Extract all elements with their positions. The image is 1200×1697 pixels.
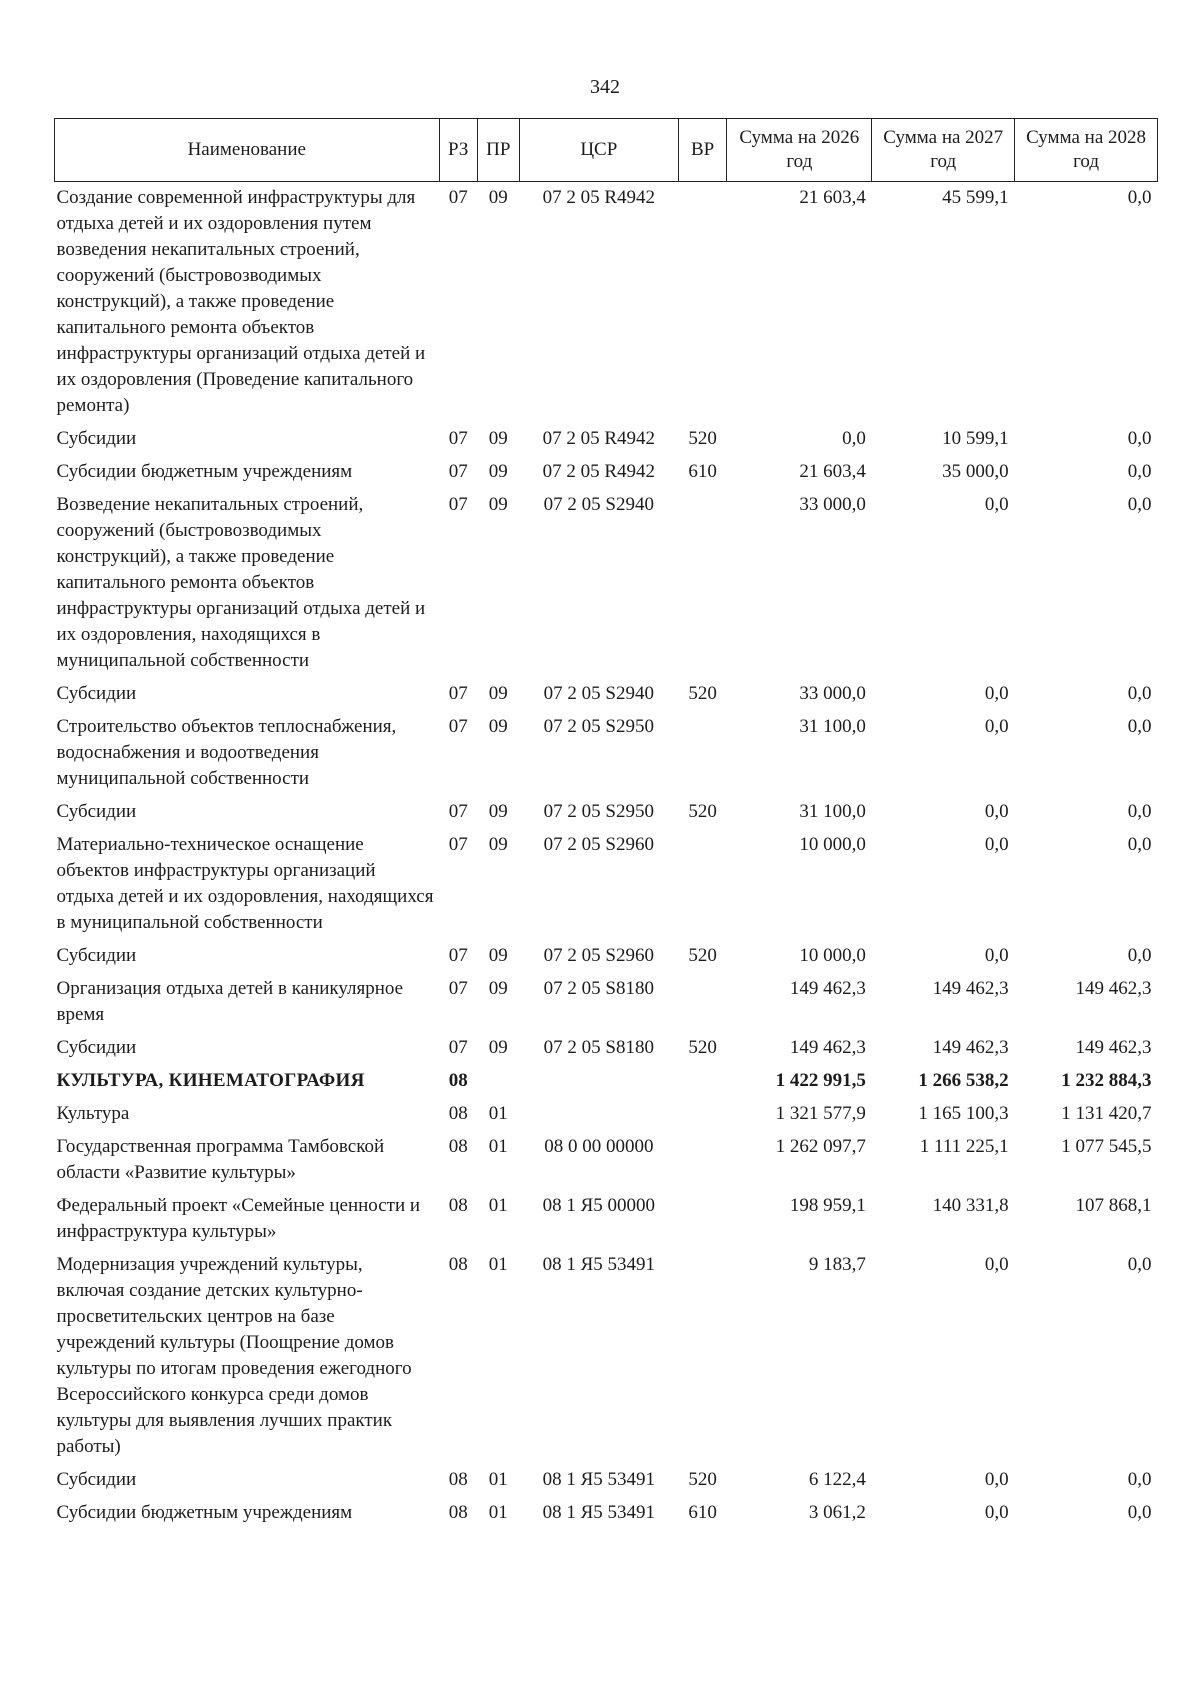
row-rz: 07 [448,461,468,482]
row-rz: 08 [448,1195,468,1216]
row-rz: 08 [448,1469,468,1490]
header-csr: ЦСР [519,119,678,182]
header-pr: ПР [477,119,519,182]
row-pr: 01 [488,1254,508,1275]
row-name: Культура [56,1103,130,1124]
table-row [55,1098,1158,1131]
header-name: Наименование [55,119,440,182]
row-csr: 07 2 05 S2950 [543,716,654,737]
row-name: Субсидии [56,801,137,822]
row-sum-2027: 35 000,0 [942,461,1009,482]
row-rz: 08 [448,1103,468,1124]
row-csr: 08 1 Я5 53491 [542,1502,656,1523]
row-sum-2027: 0,0 [984,1254,1009,1275]
row-name: Модернизация учреждений культуры, включая создание детских культурно-просветительских центров на базе учреждений культуры (Поощрение домов культуры по итогам проведения ежегодного Всероссийского конкурса среди домов культуры для выявления лучших практик работы) [56,1254,412,1457]
row-rz: 07 [448,187,468,208]
row-sum-2026: 33 000,0 [799,494,866,515]
row-sum-2027: 0,0 [984,945,1009,966]
table-row [55,1497,1158,1530]
row-pr: 01 [488,1136,508,1157]
row-csr: 08 1 Я5 53491 [542,1254,656,1275]
row-sum-2028: 1 131 420,7 [1061,1103,1152,1124]
row-rz: 07 [448,978,468,999]
row-csr: 07 2 05 R4942 [542,428,656,449]
row-name: Государственная программа Тамбовской области «Развитие культуры» [56,1136,385,1183]
table-row [55,829,1158,940]
row-vr: 610 [688,1502,717,1523]
page-number: 342 [590,76,620,98]
row-sum-2026: 3 061,2 [808,1502,866,1523]
row-csr: 07 2 05 S2940 [543,494,654,515]
row-vr [678,1098,726,1131]
row-name: Субсидии [56,945,137,966]
row-sum-2026: 149 462,3 [789,1037,866,1058]
row-sum-2026: 21 603,4 [799,187,866,208]
row-pr: 09 [488,716,508,737]
row-csr: 08 1 Я5 00000 [542,1195,656,1216]
row-csr: 07 2 05 S2950 [543,801,654,822]
row-sum-2026: 149 462,3 [789,978,866,999]
row-sum-2027: 0,0 [984,494,1009,515]
header-rz: РЗ [439,119,477,182]
header-vr: ВР [678,119,726,182]
row-pr: 09 [488,187,508,208]
row-vr [678,711,726,796]
table-row [55,1131,1158,1190]
row-pr: 09 [488,834,508,855]
table-row [55,489,1158,678]
row-csr [519,1065,678,1098]
row-sum-2026: 10 000,0 [799,834,866,855]
row-vr [678,973,726,1032]
row-sum-2027: 0,0 [984,1469,1009,1490]
row-pr: 09 [488,945,508,966]
row-pr: 09 [488,461,508,482]
row-sum-2027: 0,0 [984,801,1009,822]
row-sum-2026: 31 100,0 [799,801,866,822]
row-rz: 07 [448,683,468,704]
row-csr: 08 1 Я5 53491 [542,1469,656,1490]
row-name: КУЛЬТУРА, КИНЕМАТОГРАФИЯ [56,1070,365,1091]
row-csr [519,1098,678,1131]
row-pr: 01 [488,1469,508,1490]
row-csr: 07 2 05 S2960 [543,834,654,855]
table-row [55,182,1158,424]
row-pr: 01 [488,1502,508,1523]
row-name: Материально-техническое оснащение объектов инфраструктуры организаций отдыха детей и их оздоровления, находящихся в муниципальной собственности [56,834,434,933]
row-name: Строительство объектов теплоснабжения, водоснабжения и водоотведения муниципальной собственности [56,716,397,789]
header-sum-2026: Сумма на 2026 год [727,119,872,182]
table-row [55,1065,1158,1098]
row-name: Организация отдыха детей в каникулярное время [56,978,404,1025]
row-sum-2026: 1 422 991,5 [775,1070,866,1091]
row-rz: 07 [448,716,468,737]
row-pr: 09 [488,978,508,999]
row-rz: 08 [448,1070,468,1091]
row-sum-2028: 0,0 [1127,461,1152,482]
row-sum-2026: 21 603,4 [799,461,866,482]
table-row [55,940,1158,973]
row-name: Субсидии [56,1037,137,1058]
row-sum-2027: 0,0 [984,834,1009,855]
row-sum-2028: 0,0 [1127,683,1152,704]
row-sum-2028: 0,0 [1127,945,1152,966]
row-sum-2027: 1 165 100,3 [918,1103,1009,1124]
row-sum-2028: 1 232 884,3 [1061,1070,1152,1091]
row-vr: 520 [688,801,717,822]
row-name: Создание современной инфраструктуры для отдыха детей и их оздоровления путем возведения некапитальных строений, сооружений (быстровозводимых конструкций), а также проведение капитального ремонта объектов инфраструктуры организаций отдыха детей и их оздоровления (Проведение капитального ремонта) [56,187,426,416]
row-vr: 520 [688,1469,717,1490]
row-vr: 610 [688,461,717,482]
row-vr: 520 [688,1037,717,1058]
row-vr [678,1131,726,1190]
row-name: Возведение некапитальных строений, сооружений (быстровозводимых конструкций), а также проведение капитального ремонта объектов инфраструктуры организаций отдыха детей и их оздоровления, находящихся в муниципальной собственности [56,494,426,671]
row-csr: 07 2 05 R4942 [542,187,656,208]
row-sum-2028: 0,0 [1127,716,1152,737]
table-body [55,182,1158,1531]
row-sum-2028: 1 077 545,5 [1061,1136,1152,1157]
row-pr [477,1065,519,1098]
row-name: Субсидии бюджетным учреждениям [56,1502,353,1523]
row-sum-2028: 149 462,3 [1075,1037,1152,1058]
row-name: Субсидии [56,683,137,704]
header-sum-2027: Сумма на 2027 год [872,119,1015,182]
row-pr: 09 [488,683,508,704]
row-sum-2028: 0,0 [1127,187,1152,208]
row-vr: 520 [688,683,717,704]
row-csr: 07 2 05 S8180 [543,1037,654,1058]
row-sum-2027: 0,0 [984,683,1009,704]
table-row [55,796,1158,829]
row-sum-2026: 1 262 097,7 [775,1136,866,1157]
row-sum-2026: 0,0 [842,428,866,449]
row-sum-2026: 9 183,7 [808,1254,866,1275]
row-vr [678,1190,726,1249]
row-vr [678,182,726,424]
table-row [55,456,1158,489]
table-row [55,711,1158,796]
row-name: Субсидии [56,1469,137,1490]
row-sum-2027: 10 599,1 [942,428,1009,449]
row-sum-2028: 149 462,3 [1075,978,1152,999]
table-row [55,973,1158,1032]
header-sum-2028: Сумма на 2028 год [1015,119,1158,182]
row-vr: 520 [688,945,717,966]
row-sum-2028: 0,0 [1127,428,1152,449]
row-sum-2028: 0,0 [1127,1254,1152,1275]
row-rz: 07 [448,1037,468,1058]
row-sum-2028: 0,0 [1127,1502,1152,1523]
row-csr: 07 2 05 R4942 [542,461,656,482]
row-csr: 08 0 00 00000 [544,1136,654,1157]
row-vr [678,829,726,940]
row-pr: 09 [488,494,508,515]
row-vr [678,1249,726,1464]
table-row [55,423,1158,456]
row-rz: 07 [448,834,468,855]
row-vr [678,489,726,678]
row-vr [678,1065,726,1098]
table-row [55,1464,1158,1497]
row-sum-2028: 0,0 [1127,801,1152,822]
row-pr: 01 [488,1103,508,1124]
row-sum-2027: 140 331,8 [932,1195,1009,1216]
row-rz: 07 [448,945,468,966]
table-row [55,678,1158,711]
row-sum-2026: 1 321 577,9 [775,1103,866,1124]
row-rz: 08 [448,1502,468,1523]
row-sum-2026: 6 122,4 [808,1469,866,1490]
table-row [55,1249,1158,1464]
row-sum-2026: 33 000,0 [799,683,866,704]
row-sum-2027: 1 266 538,2 [918,1070,1009,1091]
row-pr: 09 [488,1037,508,1058]
row-sum-2026: 198 959,1 [789,1195,866,1216]
row-sum-2028: 0,0 [1127,494,1152,515]
row-sum-2028: 0,0 [1127,1469,1152,1490]
row-rz: 07 [448,494,468,515]
table-row [55,1190,1158,1249]
row-sum-2027: 149 462,3 [932,978,1009,999]
row-sum-2027: 149 462,3 [932,1037,1009,1058]
row-sum-2028: 0,0 [1127,834,1152,855]
row-sum-2027: 45 599,1 [942,187,1009,208]
row-rz: 08 [448,1136,468,1157]
row-pr: 01 [488,1195,508,1216]
row-rz: 07 [448,801,468,822]
row-csr: 07 2 05 S2960 [543,945,654,966]
row-name: Субсидии [56,428,137,449]
row-name: Федеральный проект «Семейные ценности и инфраструктура культуры» [56,1195,421,1242]
row-sum-2027: 0,0 [984,1502,1009,1523]
row-pr: 09 [488,801,508,822]
row-sum-2027: 0,0 [984,716,1009,737]
row-csr: 07 2 05 S8180 [543,978,654,999]
row-sum-2026: 31 100,0 [799,716,866,737]
table-header [55,119,1158,182]
table-row [55,1032,1158,1065]
row-sum-2028: 107 868,1 [1075,1195,1152,1216]
budget-table [54,118,1158,1530]
row-sum-2026: 10 000,0 [799,945,866,966]
row-sum-2027: 1 111 225,1 [919,1136,1009,1157]
row-vr: 520 [688,428,717,449]
row-name: Субсидии бюджетным учреждениям [56,461,353,482]
row-csr: 07 2 05 S2940 [543,683,654,704]
row-pr: 09 [488,428,508,449]
row-rz: 08 [448,1254,468,1275]
row-rz: 07 [448,428,468,449]
